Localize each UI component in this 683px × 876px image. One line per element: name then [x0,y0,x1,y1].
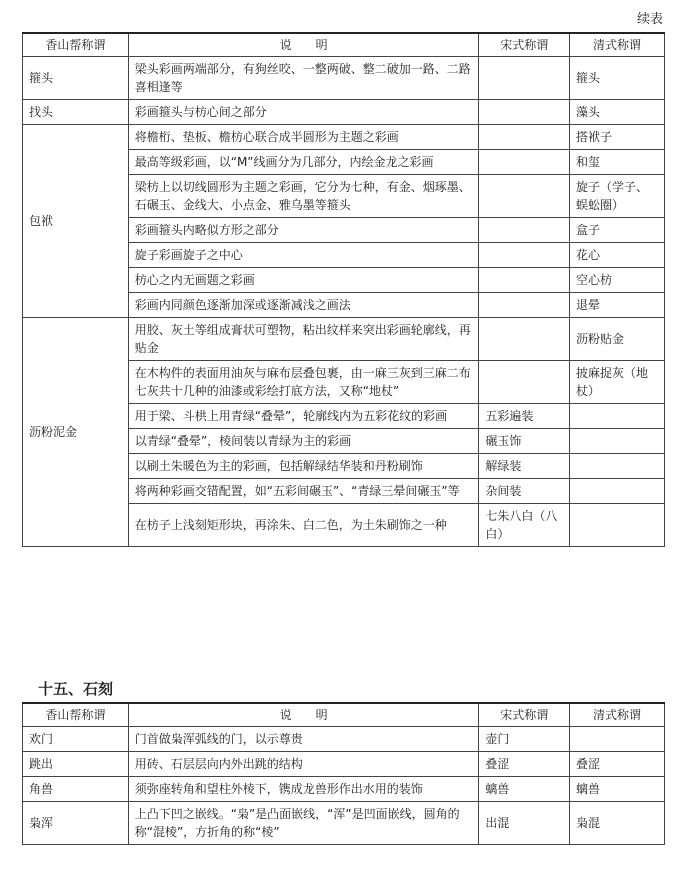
header-qing: 清式称谓 [570,703,665,727]
qing-term-cell: 旋子（学子、蜈蚣圈） [570,175,665,218]
main-terms-table [22,32,665,547]
section-title: 十五、石刻 [38,680,114,698]
qing-term-cell: 枭混 [570,802,665,845]
song-term-cell [479,268,570,293]
song-term-cell: 七朱八白（八白） [479,504,570,547]
qing-term-cell [570,429,665,454]
header-description: 说 明 [128,703,479,727]
continued-label: 续表 [636,12,663,27]
description-cell: 最高等级彩画，以“M”线画分为几部分，内绘金龙之彩画 [128,150,479,175]
header-description: 说 明 [128,33,479,57]
song-term-cell [479,293,570,318]
header-qing: 清式称谓 [570,33,665,57]
description-cell: 旋子彩画旋子之中心 [128,243,479,268]
description-cell: 以青绿“叠晕”，棱间装以青绿为主的彩画 [128,429,479,454]
term-name-cell: 包袱 [23,125,129,318]
description-cell: 在木构件的表面用油灰与麻布层叠包裹，由一麻三灰到三麻二布七灰共十几种的油漆或彩绘打底方法，又称“地杖” [128,361,479,404]
table-row [23,752,665,777]
description-cell: 以刷土朱暖色为主的彩画，包括解绿结华装和丹粉刷饰 [128,454,479,479]
description-cell: 枋心之内无画题之彩画 [128,268,479,293]
description-cell: 用胶、灰土等组成膏状可塑物，粘出纹样来突出彩画轮廓线，再贴金 [128,318,479,361]
term-name-cell: 找头 [23,100,129,125]
qing-term-cell: 藻头 [570,100,665,125]
qing-term-cell [570,504,665,547]
description-cell: 彩画箍头内略似方形之部分 [128,218,479,243]
song-term-cell: 出混 [479,802,570,845]
description-cell: 在枋子上浅刻矩形块，再涂朱、白二色，为土朱刷饰之一种 [128,504,479,547]
song-term-cell [479,150,570,175]
stone-carving-table [22,702,665,845]
table-header-row [23,33,665,57]
qing-term-cell: 沥粉贴金 [570,318,665,361]
term-name-cell: 箍头 [23,57,129,100]
table-row [23,777,665,802]
qing-term-cell [570,479,665,504]
qing-term-cell: 空心枋 [570,268,665,293]
song-term-cell: 五彩遍装 [479,404,570,429]
song-term-cell [479,243,570,268]
song-term-cell [479,318,570,361]
term-name-cell: 角兽 [23,777,129,802]
header-xiangshan: 香山帮称谓 [23,33,129,57]
description-cell: 用砖、石层层向内外出跳的结构 [128,752,479,777]
song-term-cell: 解绿装 [479,454,570,479]
description-cell: 须弥座转角和望柱外棱下，镌成龙兽形作出水用的装饰 [128,777,479,802]
term-name-cell: 枭浑 [23,802,129,845]
table-row [23,57,665,100]
song-term-cell: 叠涩 [479,752,570,777]
song-term-cell [479,361,570,404]
description-cell: 彩画内同颜色逐渐加深或逐渐减浅之画法 [128,293,479,318]
qing-term-cell: 叠涩 [570,752,665,777]
qing-term-cell: 和玺 [570,150,665,175]
qing-term-cell: 盒子 [570,218,665,243]
qing-term-cell [570,454,665,479]
description-cell: 梁头彩画两端部分，有狗丝咬、一整两破、整二破加一路、二路喜相逢等 [128,57,479,100]
qing-term-cell: 退晕 [570,293,665,318]
qing-term-cell [570,727,665,752]
header-song: 宋式称谓 [479,703,570,727]
description-cell: 门首做枭浑弧线的门，以示尊贵 [128,727,479,752]
description-cell: 彩画箍头与枋心间之部分 [128,100,479,125]
qing-term-cell [570,404,665,429]
song-term-cell [479,218,570,243]
table-row [23,318,665,361]
description-cell: 将檐桁、垫板、檐枋心联合成半圆形为主题之彩画 [128,125,479,150]
header-xiangshan: 香山帮称谓 [23,703,129,727]
table-row [23,125,665,150]
song-term-cell: 碾玉饰 [479,429,570,454]
qing-term-cell: 花心 [570,243,665,268]
term-name-cell: 欢门 [23,727,129,752]
description-cell: 上凸下凹之嵌线。“枭”是凸面嵌线，“浑”是凹面嵌线，圆角的称“混棱”，方折角的称“棱” [128,802,479,845]
song-term-cell [479,57,570,100]
song-term-cell: 杂间装 [479,479,570,504]
song-term-cell [479,175,570,218]
qing-term-cell: 披麻捉灰（地杖） [570,361,665,404]
table-row [23,100,665,125]
table-header-row [23,703,665,727]
song-term-cell [479,100,570,125]
term-name-cell: 跳出 [23,752,129,777]
song-term-cell [479,125,570,150]
description-cell: 梁枋上以切线圆形为主题之彩画，它分为七种，有金、烟琢墨、石碾玉、金线大、小点金、雅乌墨等箍头 [128,175,479,218]
qing-term-cell: 搭袱子 [570,125,665,150]
qing-term-cell: 箍头 [570,57,665,100]
table-row [23,802,665,845]
header-song: 宋式称谓 [479,33,570,57]
qing-term-cell: 螭兽 [570,777,665,802]
description-cell: 将两种彩画交错配置，如“五彩间碾玉”、“青绿三晕间碾玉”等 [128,479,479,504]
song-term-cell: 螭兽 [479,777,570,802]
song-term-cell: 壶门 [479,727,570,752]
description-cell: 用于梁、斗栱上用青绿“叠晕”，轮廓线内为五彩花纹的彩画 [128,404,479,429]
term-name-cell: 沥粉泥金 [23,318,129,547]
table-row [23,727,665,752]
